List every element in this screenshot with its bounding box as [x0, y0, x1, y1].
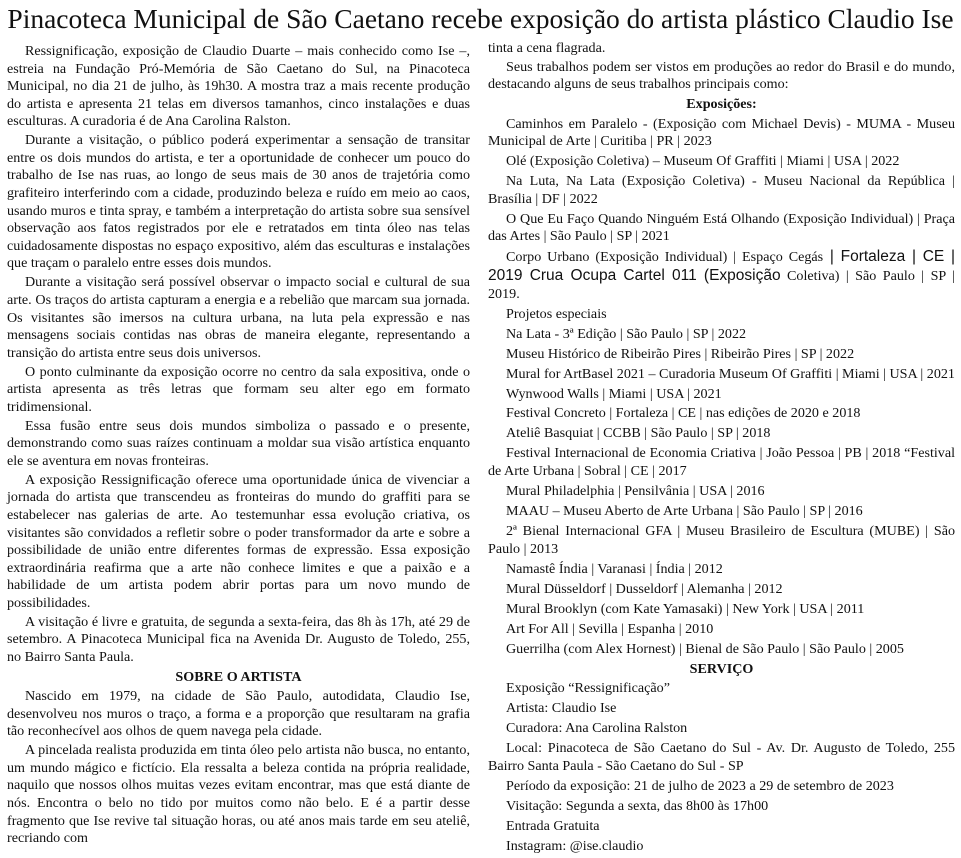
list-item: Museu Histórico de Ribeirão Pires | Ribeirão Pires | SP | 2022 — [506, 345, 855, 362]
service-item: Visitação: Segunda a sexta, das 8h00 às 17h00 — [506, 798, 769, 815]
list-item: Mural for ArtBasel 2021 – Curadoria Museum Of Graffiti | Miami | USA | 2021 — [506, 365, 955, 382]
list-item: Na Luta, Na Lata (Exposição Coletiva) - Museu Nacional da República | Brasília | DF | 2022 — [488, 173, 955, 207]
list-item: Wynwood Walls | Miami | USA | 2021 — [506, 385, 722, 402]
service-item: Entrada Gratuita — [506, 818, 600, 835]
list-item: O Que Eu Faço Quando Ninguém Está Olhando (Exposição Individual) | Praça das Artes | São Paulo | SP | 2021 — [488, 210, 955, 245]
list-item: MAAU – Museu Aberto de Arte Urbana | São Paulo | SP | 2016 — [506, 503, 863, 520]
list-item: Namastê Índia | Varanasi | Índia | 2012 — [506, 560, 723, 577]
paragraph: A visitação é livre e gratuita, de segunda a sexta-feira, das 8h às 17h, até 29 de setembro. A Pinacoteca Municipal fica na Avenida Dr. Augusto de Toledo, 255, no Bairro Santa Paula. — [7, 613, 470, 665]
service-item: Instagram: @ise.claudio — [506, 838, 644, 855]
paragraph: O ponto culminante da exposição ocorre no centro da sala expositiva, onde o artista apresenta as três letras que formam seu alter ego em formato tridimensional. — [7, 363, 470, 415]
exhibitions-list — [488, 116, 955, 658]
paragraph: Nascido em 1979, na cidade de São Paulo, autodidata, Claudio Ise, desenvolveu nos muros o traço, a forma e a proporção que resultaram na grafia tão reconhecível aos olhos de quem navega pela cidade. — [7, 688, 470, 740]
list-item: Art For All | Sevilla | Espanha | 2010 — [506, 620, 714, 637]
paragraph: Seus trabalhos podem ser vistos em produções ao redor do Brasil e do mundo, destacando alguns de seus trabalhos principais como: — [488, 58, 955, 93]
service-heading: SERVIÇO — [689, 660, 754, 677]
article-headline: Pinacoteca Municipal de São Caetano recebe exposição do artista plástico Claudio Ise — [7, 3, 954, 34]
list-item: Caminhos em Paralelo - (Exposição com Michael Devis) - MUMA - Museu Municipal de Arte | Curitiba | PR | 2023 — [488, 115, 955, 150]
service-item: Exposição “Ressignificação” — [506, 680, 670, 697]
list-item: Festival Concreto | Fortaleza | CE | nas edições de 2020 e 2018 — [506, 405, 861, 422]
paragraph: Durante a visitação, o público poderá experimentar a sensação de transitar entre os dois mundos do artista, e ter a oportunidade de conhecer um pouco do trabalho de Ise nas ruas, ao longo de seus mais de 30 anos de trajetória como grafiteiro interferindo com a cidade, produzindo beleza e ruído em meio ao caos, usando muros e tinta spray, e também a interpretação do artista sobre sua sensível observação aos fatos registrados por ele e retratados em tinta óleo nas telas cuidadosamente dispostas no espaço expositivo, além das esculturas e instalações que traçam o paralelo entre esses dois mundos. — [7, 132, 470, 272]
list-item: Mural Brooklyn (com Kate Yamasaki) | New York | USA | 2011 — [506, 600, 865, 617]
about-artist-heading: SOBRE O ARTISTA — [175, 668, 302, 685]
exhibitions-heading: Exposições: — [686, 96, 757, 113]
list-item-part: Coletiva) | São Paulo | SP | 2019. — [488, 267, 955, 302]
projects-heading: Projetos especiais — [506, 305, 607, 322]
list-item: Guerrilha (com Alex Hornest) | Bienal de São Paulo | São Paulo | 2005 — [506, 640, 904, 657]
list-item: Ateliê Basquiat | CCBB | São Paulo | SP | 2018 — [506, 425, 771, 442]
paragraph: Essa fusão entre seus dois mundos simboliza o passado e o presente, demonstrando como suas raízes continuam a moldar sua visão artística enquanto ele se aventura em novas fronteiras. — [7, 417, 470, 469]
service-item: Artista: Claudio Ise — [506, 700, 617, 717]
list-item: Na Lata - 3ª Edição | São Paulo | SP | 2022 — [506, 325, 747, 342]
left-column — [7, 43, 470, 849]
list-item: Festival Internacional de Economia Criativa | João Pessoa | PB | 2018 “Festival de Arte Urbana | Sobral | CE | 2017 — [488, 445, 955, 480]
list-item: Olé (Exposição Coletiva) – Museum Of Graffiti | Miami | USA | 2022 — [506, 153, 900, 170]
list-item-part: | Fortaleza | CE | 2019 Crua Ocupa Cartel 011 (Exposição — [488, 248, 955, 284]
list-item: Mural Philadelphia | Pensilvânia | USA | 2016 — [506, 483, 765, 500]
service-item: Curadora: Ana Carolina Ralston — [506, 720, 688, 737]
paragraph: A pincelada realista produzida em tinta óleo pelo artista não busca, no entanto, um mundo mágico e fictício. Ela ressalta a beleza contida na própria realidade, naquilo que nossos olhos muitas vezes evitam encontrar, mas que está diante de nós. Encontra o belo no tido por muitos como não belo. E é a partir desse fragmento que Ise revive tal situação horas, ou até anos mais tarde em seu ateliê, recriando com — [7, 742, 470, 847]
service-list — [488, 680, 955, 856]
list-item-mixed-font — [488, 248, 955, 303]
service-item: Período da exposição: 21 de julho de 2023 a 29 de setembro de 2023 — [506, 778, 894, 795]
paragraph-continuation: tinta a cena flagrada. — [488, 40, 606, 56]
list-item: Mural Düsseldorf | Dusseldorf | Alemanha | 2012 — [506, 580, 783, 597]
list-item: 2ª Bienal Internacional GFA | Museu Brasileiro de Escultura (MUBE) | São Paulo | 2013 — [488, 523, 955, 557]
paragraph: Durante a visitação será possível observar o impacto social e cultural de sua arte. Os traços do artista capturam a energia e a rebelião que marcam sua jornada. Os visitantes são imersos na cultura urbana, na luta pela expressão e nas mensagens sociais contidas nas obras de maneira elegante, representando a transição do artista entre seus dois universos. — [7, 274, 470, 361]
right-column — [488, 40, 955, 858]
paragraph: A exposição Ressignificação oferece uma oportunidade única de vivenciar a jornada do artista que transcendeu as fronteiras do mundo do graffiti para se estabelecer nas galerias de arte. Ao testemunhar essa evolução criativa, os visitantes são convidados a refletir sobre o poder transformador da arte e sobre a possibilidade de união entre diferentes formas de expressão. Essa exposição extraordinária reafirma que a arte não conhece limites e que a paixão e a habilidade de um artista podem abrir portas para um novo mundo de possibilidades. — [7, 471, 470, 611]
paragraph: Ressignificação, exposição de Claudio Duarte – mais conhecido como Ise –, estreia na Fundação Pró-Memória de São Caetano do Sul, na Pinacoteca Municipal, no dia 21 de julho, às 19h30. A mostra traz a mais recente produção do artista e apresenta 21 telas em diversos tamanhos, cinco instalações e duas esculturas. A curadoria é de Ana Carolina Ralston. — [7, 43, 470, 130]
service-item: Local: Pinacoteca de São Caetano do Sul - Av. Dr. Augusto de Toledo, 255 Bairro Santa Paula - São Caetano do Sul - SP — [488, 740, 955, 774]
list-item-part: Corpo Urbano (Exposição Individual) | Espaço Cegás — [506, 249, 824, 266]
